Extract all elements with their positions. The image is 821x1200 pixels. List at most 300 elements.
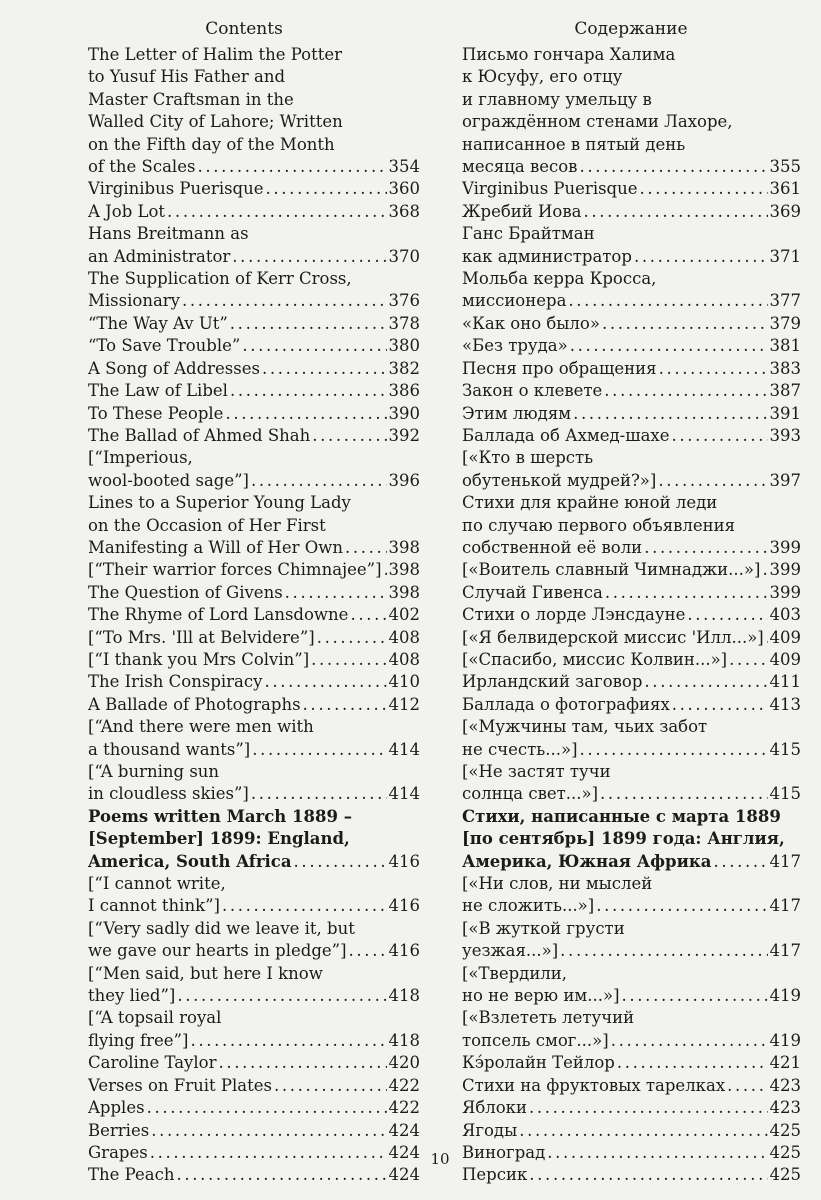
toc-entry-line [88, 515, 420, 537]
toc-entry-title: собственной её воли [462, 537, 643, 557]
toc-page-number: 397 [769, 470, 801, 490]
dot-leader [672, 694, 768, 716]
dot-leader [262, 358, 387, 380]
toc-entry-title: как администратор [462, 246, 632, 266]
dot-leader [312, 425, 386, 447]
toc-entry [88, 178, 420, 200]
dot-leader [640, 178, 768, 200]
dot-leader [197, 156, 386, 178]
toc-entry-line [88, 1007, 420, 1029]
toc-entry [462, 492, 801, 559]
dot-leader [766, 627, 768, 649]
dot-leader [644, 537, 767, 559]
toc-page-number: 425 [769, 1120, 801, 1140]
dot-leader [242, 335, 386, 357]
dot-leader [579, 156, 767, 178]
toc-page-number: 416 [388, 896, 420, 916]
toc-entry-line [88, 156, 420, 178]
toc-page-number: 403 [769, 605, 801, 625]
dot-leader [617, 1052, 768, 1074]
toc-entry-line [462, 425, 801, 447]
dot-leader [644, 671, 767, 693]
toc-entry-title: [«Я белвидерской миссис 'Илл...»] [462, 627, 764, 647]
toc-entry-line [88, 1075, 420, 1097]
toc-entry-title: I cannot think”] [88, 896, 220, 916]
dot-leader [317, 627, 387, 649]
toc-entry-line [462, 918, 801, 940]
toc-entry-line [88, 559, 420, 581]
toc-entry-line [88, 537, 420, 559]
toc-entry-title: Ганс Брайтман [462, 224, 595, 244]
toc-entry [462, 358, 801, 380]
dot-leader [604, 380, 767, 402]
dot-leader [729, 649, 767, 671]
dot-leader [580, 739, 768, 761]
toc-page-number: 424 [388, 1120, 420, 1140]
toc-page-number: 414 [388, 784, 420, 804]
toc-entry-line [88, 268, 420, 290]
toc-entry-line [88, 761, 420, 783]
dot-leader [345, 537, 387, 559]
dot-leader [659, 358, 768, 380]
toc-entry-line [88, 89, 420, 111]
toc-entry-line [88, 425, 420, 447]
toc-page-number: 422 [388, 1075, 420, 1095]
toc-entry [462, 380, 801, 402]
toc-page-number: 379 [769, 313, 801, 333]
toc-entry [88, 1075, 420, 1097]
toc-entry-title: we gave our hearts in pledge”] [88, 941, 347, 961]
toc-page-number: 383 [769, 358, 801, 378]
toc-entry [462, 627, 801, 649]
toc-page-number: 417 [769, 896, 801, 916]
toc-entry-title: Virginibus Puerisque [88, 179, 264, 199]
toc-entry-line [88, 694, 420, 716]
toc-page-number: 418 [388, 986, 420, 1006]
toc-page-number: 390 [388, 403, 420, 423]
toc-entry-title: солнца свет...»] [462, 784, 599, 804]
toc-entry-title: Berries [88, 1120, 150, 1140]
dot-leader [222, 895, 387, 917]
toc-entry-title: Жребий Иова [462, 201, 582, 221]
toc-entry-line [88, 806, 420, 828]
toc-entry-line [88, 380, 420, 402]
toc-entry-title: но не верю им...»] [462, 986, 620, 1006]
toc-page-number: 412 [388, 694, 420, 714]
toc-page-number: 377 [769, 291, 801, 311]
dot-leader [230, 313, 387, 335]
toc-entry-title: [«Взлететь летучий [462, 1008, 635, 1028]
toc-entry-title: Стихи для крайне юной леди [462, 493, 718, 513]
toc-entry-line [462, 783, 801, 805]
dot-leader [658, 470, 767, 492]
toc-entry-title: Ирландский заговор [462, 672, 643, 692]
toc-entry-title: к Юсуфу, его отцу [462, 67, 623, 87]
toc-entry-line [88, 783, 420, 805]
toc-entry [88, 716, 420, 761]
toc-entry-line [88, 963, 420, 985]
toc-entry-title: America, South Africa [88, 851, 292, 871]
toc-entry-line [462, 380, 801, 402]
toc-entry-line [462, 582, 801, 604]
toc-entry-title: [«Воитель славный Чимнаджи...»] [462, 560, 761, 580]
toc-page-number: 408 [388, 649, 420, 669]
toc-entry-title: не счесть...»] [462, 739, 578, 759]
toc-page-number: 368 [388, 201, 420, 221]
contents-title-russian: Содержание [574, 19, 688, 39]
toc-page-number: 370 [388, 246, 420, 266]
toc-entry-title: The Letter of Halim the Potter [88, 45, 343, 64]
toc-page-number: 386 [388, 381, 420, 401]
toc-entry-line [88, 1097, 420, 1119]
toc-entry-title: и главному умельцу в [462, 89, 652, 109]
toc-entry [462, 425, 801, 447]
toc-entry-title: по случаю первого объявления [462, 515, 736, 535]
toc-page-number: 410 [388, 672, 420, 692]
toc-entry [462, 44, 801, 178]
dot-leader [349, 940, 387, 962]
toc-entry-line [88, 1052, 420, 1074]
toc-page-number: 423 [769, 1098, 801, 1118]
toc-entry-title: [“Very sadly did we leave it, but [88, 918, 355, 938]
toc-entry-title: [“I thank you Mrs Colvin”] [88, 649, 310, 669]
toc-entry-line [462, 223, 801, 245]
toc-page-number: 393 [769, 425, 801, 445]
toc-page-number: 381 [769, 336, 801, 356]
toc-entry [462, 716, 801, 761]
toc-entry-line [462, 716, 801, 738]
dot-leader [570, 335, 768, 357]
toc-entry [462, 1120, 801, 1142]
dot-leader [573, 403, 767, 425]
toc-entry-title: Verses on Fruit Plates [88, 1075, 272, 1095]
toc-entry-title: “The Way Av Ut” [88, 313, 228, 333]
toc-entry-title: [«Кто в шерсть [462, 448, 594, 468]
toc-entry [462, 1097, 801, 1119]
toc-entry-title: [“Men said, but here I know [88, 963, 323, 983]
toc-entry-title: [«В жуткой грусти [462, 918, 625, 938]
toc-entry [462, 223, 801, 268]
toc-entry [88, 604, 420, 626]
toc-entry-line [88, 940, 420, 962]
toc-entry-line [462, 649, 801, 671]
dot-leader [190, 1030, 386, 1052]
toc-entry-title: Manifesting a Will of Her Own [88, 537, 343, 557]
toc-page-number: 425 [769, 1165, 801, 1185]
toc-page-number: 369 [769, 201, 801, 221]
dot-leader [600, 783, 767, 805]
toc-entry-line [462, 134, 801, 156]
toc-entry-title: не сложить...»] [462, 896, 595, 916]
toc-entry-line [462, 89, 801, 111]
toc-page-number: 417 [769, 941, 801, 961]
toc-entry-title: [«Мужчины там, чьих забот [462, 717, 708, 737]
toc-page-number: 415 [769, 739, 801, 759]
toc-entry-line [88, 582, 420, 604]
toc-entry-line [462, 739, 801, 761]
toc-page-number: 392 [388, 425, 420, 445]
toc-entry-line [462, 111, 801, 133]
toc-entry-line [462, 851, 801, 873]
toc-entry [462, 1052, 801, 1074]
toc-entry-line [462, 806, 801, 828]
toc-entry [88, 918, 420, 963]
toc-page-number: 378 [388, 313, 420, 333]
toc-entry-title: миссионера [462, 291, 567, 311]
toc-page-number: 360 [388, 179, 420, 199]
toc-entry-line [88, 918, 420, 940]
toc-page-number: 398 [388, 537, 420, 557]
toc-entry-line [462, 940, 801, 962]
toc-page-number: 419 [769, 986, 801, 1006]
toc-page-number: 421 [769, 1053, 801, 1073]
toc-entry-title: [«Твердили, [462, 963, 568, 983]
toc-entry-line [462, 1097, 801, 1119]
toc-entry [462, 806, 801, 873]
toc-entry-title: ограждённом стенами Лахоре, [462, 112, 733, 132]
toc-entry [462, 873, 801, 918]
dot-leader [584, 201, 768, 223]
toc-page-number: 420 [388, 1053, 420, 1073]
toc-page-number: 391 [769, 403, 801, 423]
toc-page-number: 355 [769, 157, 801, 177]
dot-leader [303, 694, 387, 716]
dot-leader [519, 1120, 767, 1142]
toc-page-number: 376 [388, 291, 420, 311]
dot-leader [182, 290, 387, 312]
toc-entry-title: To These People [88, 403, 224, 423]
toc-entry-line [462, 492, 801, 514]
toc-entry-line [462, 246, 801, 268]
toc-entry [88, 1097, 420, 1119]
toc-entry-title: [“Their warrior forces Chimnajee”] [88, 560, 382, 580]
toc-entry-title: Баллада о фотографиях [462, 694, 670, 714]
toc-entry-title: Письмо гончара Халима [462, 45, 676, 64]
toc-entry-line [88, 716, 420, 738]
toc-entry [462, 335, 801, 357]
toc-entry-title: The Peach [88, 1165, 175, 1185]
toc-column-russian [462, 44, 801, 1187]
toc-entry-title: to Yusuf His Father and [88, 67, 286, 87]
toc-entry-line [88, 851, 420, 873]
toc-page-number: 371 [769, 246, 801, 266]
toc-entry-line [462, 963, 801, 985]
toc-entry-line [462, 828, 801, 850]
toc-entry-line [462, 761, 801, 783]
toc-page-number: 417 [769, 851, 801, 871]
toc-entry [462, 268, 801, 313]
toc-entry-title: [“Imperious, [88, 448, 193, 468]
toc-entry-title: A Ballade of Photographs [88, 694, 301, 714]
toc-entry-title: a thousand wants”] [88, 739, 251, 759]
toc-page-number: 416 [388, 941, 420, 961]
toc-entry [462, 582, 801, 604]
toc-page-number: 411 [769, 672, 801, 692]
toc-entry-line [88, 447, 420, 469]
toc-page-number: 380 [388, 336, 420, 356]
toc-entry-line [88, 671, 420, 693]
toc-entry-line [462, 290, 801, 312]
toc-entry-line [462, 156, 801, 178]
toc-entry-line [462, 604, 801, 626]
toc-page-number: 409 [769, 627, 801, 647]
toc-entry-line [462, 985, 801, 1007]
toc-entry-title: «Как оно было» [462, 313, 600, 333]
toc-entry-title: [“A burning sun [88, 762, 220, 781]
toc-entry-title: on the Occasion of Her First [88, 515, 326, 535]
toc-entry [88, 963, 420, 1008]
toc-entry-title: Apples [88, 1098, 145, 1118]
toc-entry [88, 1007, 420, 1052]
toc-entry [88, 627, 420, 649]
dot-leader [311, 649, 386, 671]
toc-entry-line [462, 403, 801, 425]
toc-entry-title: Ягоды [462, 1120, 518, 1140]
toc-entry-line [462, 1030, 801, 1052]
toc-entry-title: of the Scales [88, 157, 196, 177]
toc-page-number: 415 [769, 784, 801, 804]
toc-entry [462, 447, 801, 492]
toc-entry-line [462, 1052, 801, 1074]
toc-entry [88, 358, 420, 380]
toc-entry-line [462, 268, 801, 290]
toc-entry [88, 559, 420, 581]
toc-entry [88, 403, 420, 425]
toc-entry [88, 873, 420, 918]
toc-entry-title: Master Craftsman in the [88, 89, 294, 109]
toc-entry-title: flying free”] [88, 1030, 189, 1050]
toc-entry-title: in cloudless skies”] [88, 784, 249, 804]
toc-entry [462, 178, 801, 200]
toc-entry-line [88, 111, 420, 133]
toc-entry-title: «Без труда» [462, 336, 568, 356]
toc-page-number: 382 [388, 358, 420, 378]
toc-page-number: 423 [769, 1075, 801, 1095]
toc-entry [88, 201, 420, 223]
toc-page-number: 396 [388, 470, 420, 490]
dot-leader [147, 1097, 387, 1119]
toc-entry-title: wool-booted sage”] [88, 470, 249, 490]
toc-entry-line [88, 66, 420, 88]
toc-entry-title: Стихи на фруктовых тарелках [462, 1075, 726, 1095]
toc-entry-line [88, 44, 420, 66]
toc-entry-title: [September] 1899: England, [88, 829, 350, 849]
toc-entry-line [462, 358, 801, 380]
toc-entry [88, 223, 420, 268]
toc-entry-title: Missionary [88, 291, 180, 311]
toc-entry [88, 313, 420, 335]
toc-entry-line [88, 470, 420, 492]
toc-page-number: 422 [388, 1098, 420, 1118]
dot-leader [602, 313, 768, 335]
toc-entry-line [462, 671, 801, 693]
dot-leader [232, 246, 386, 268]
toc-entry-line [88, 739, 420, 761]
toc-entry [88, 447, 420, 492]
toc-entry [88, 649, 420, 671]
toc-entry-title: “To Save Trouble” [88, 336, 241, 356]
toc-entry-title: уезжая...»] [462, 941, 559, 961]
dot-leader [177, 985, 386, 1007]
toc-page-number: 402 [388, 605, 420, 625]
toc-entry [88, 268, 420, 313]
toc-entry-line [88, 313, 420, 335]
toc-page-number: 408 [388, 627, 420, 647]
toc-entry-title: Этим людям [462, 403, 572, 423]
toc-entry [88, 425, 420, 447]
toc-entry-title: The Irish Conspiracy [88, 672, 263, 692]
toc-entry-title: The Rhyme of Lord Lansdowne [88, 605, 349, 625]
toc-entry-title: обутенькой мудрей?»] [462, 470, 657, 490]
dot-leader [251, 783, 387, 805]
dot-leader [266, 178, 387, 200]
toc-entry [88, 380, 420, 402]
dot-leader [218, 1052, 386, 1074]
toc-entry-line [88, 290, 420, 312]
dot-leader [611, 1030, 768, 1052]
toc-entry-line [462, 201, 801, 223]
toc-page-number: 419 [769, 1030, 801, 1050]
dot-leader [274, 1075, 387, 1097]
toc-entry-line [462, 895, 801, 917]
toc-entry-line [88, 828, 420, 850]
dot-leader [252, 739, 386, 761]
toc-entry-line [462, 1007, 801, 1029]
toc-entry-line [462, 537, 801, 559]
toc-page-number: 424 [388, 1165, 420, 1185]
toc-entry-line [88, 403, 420, 425]
toc-entry [88, 761, 420, 806]
toc-entry-title: [«Не застят тучи [462, 762, 611, 781]
toc-entry-line [462, 470, 801, 492]
toc-entry [462, 761, 801, 806]
toc-entry-title: Virginibus Puerisque [462, 179, 638, 199]
toc-entry-title: Кэ́ролайн Тейлор [462, 1053, 615, 1073]
toc-entry [88, 44, 420, 178]
dot-leader [568, 290, 767, 312]
toc-entry-title: an Administrator [88, 246, 231, 266]
toc-entry-title: Стихи, написанные с марта 1889 [462, 806, 781, 826]
toc-entry-title: A Job Lot [88, 201, 166, 221]
toc-entry-line [462, 627, 801, 649]
toc-entry-title: Walled City of Lahore; Written [88, 112, 343, 132]
toc-entry-line [88, 1120, 420, 1142]
toc-entry-title: The Question of Givens [88, 582, 283, 602]
toc-entry [88, 335, 420, 357]
toc-page-number: 399 [769, 560, 801, 580]
toc-entry [462, 313, 801, 335]
dot-leader [672, 425, 768, 447]
toc-page-number: 409 [769, 649, 801, 669]
toc-entry-line [462, 873, 801, 895]
toc-entry-title: [“To Mrs. 'Ill at Belvidere”] [88, 627, 315, 647]
toc-entry-title: Grapes [88, 1142, 148, 1162]
toc-entry-line [462, 1075, 801, 1097]
dot-leader [634, 246, 768, 268]
dot-leader [727, 1075, 767, 1097]
dot-leader [384, 559, 387, 581]
toc-entry [462, 671, 801, 693]
toc-entry-line [88, 178, 420, 200]
toc-entry-title: Стихи о лорде Лэнсдауне [462, 605, 686, 625]
toc-page-number: 398 [388, 582, 420, 602]
toc-page-number: 387 [769, 381, 801, 401]
toc-entry-title: Lines to a Superior Young Lady [88, 493, 351, 513]
toc-entry-title: The Supplication of Kerr Cross, [88, 269, 352, 289]
toc-entry-title: A Song of Addresses [88, 358, 260, 378]
toc-entry-title: Закон о клевете [462, 381, 603, 401]
toc-entry-line [88, 873, 420, 895]
